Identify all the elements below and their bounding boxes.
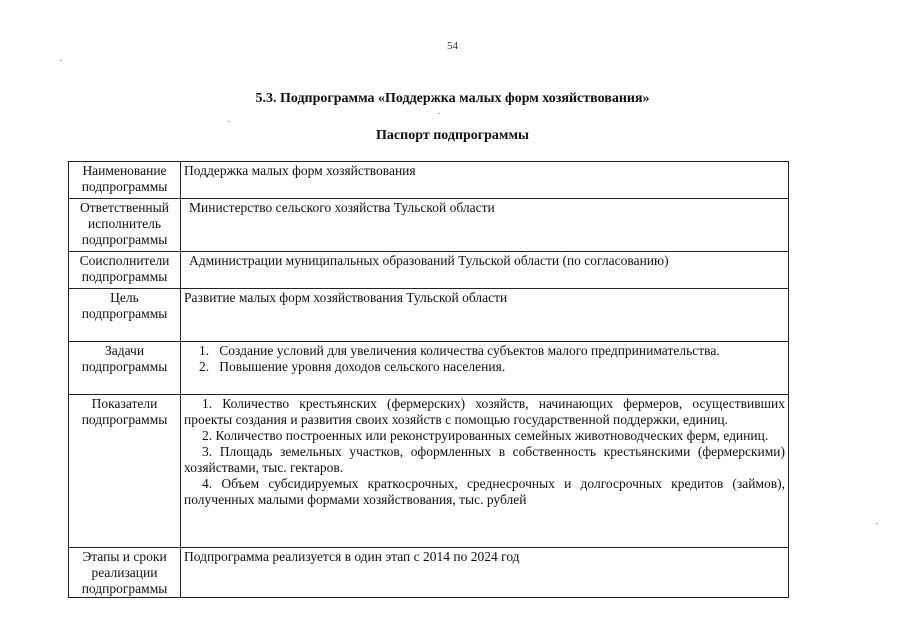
table-row-executor: [69, 199, 789, 252]
task-text: Повышение уровня доходов сельского населения.: [219, 359, 506, 374]
row-label-goal: Цель подпрограммы: [69, 289, 181, 342]
row-label-executor: Ответственный исполнитель подпрограммы: [69, 199, 181, 252]
section-title: 5.3. Подпрограмма «Поддержка малых форм хозяйствования»: [255, 91, 650, 106]
table-row-stages: [69, 548, 789, 598]
row-value-executor: Министерство сельского хозяйства Тульской области: [181, 199, 789, 252]
row-value-name: Поддержка малых форм хозяйствования: [181, 162, 789, 199]
table-row-coexecutors: [69, 252, 789, 289]
scan-speck: [60, 60, 62, 61]
page-number: 54: [447, 40, 458, 52]
row-value-stages: Подпрограмма реализуется в один этап с 2014 по 2024 год: [181, 548, 789, 598]
indicator-text: Количество построенных или реконструированных семейных животноводческих ферм, единиц.: [215, 428, 769, 443]
passport-table: [68, 161, 789, 598]
row-value-indicators: [181, 395, 789, 548]
table-row-goal: [69, 289, 789, 342]
table-row-indicators: [69, 395, 789, 548]
task-number: 1.: [199, 343, 210, 358]
tasks-list: [199, 343, 785, 375]
indicator-text: Объем субсидируемых краткосрочных, среднесрочных и долгосрочных кредитов (займов), полученных малыми формами хозяйствования, тыс. рублей: [184, 476, 785, 507]
indicator-item: [184, 476, 785, 508]
list-item: [199, 359, 785, 375]
indicator-text: Количество крестьянских (фермерских) хозяйств, начинающих фермеров, осуществивших проекты создания и развития своих хозяйств с помощью государственной поддержки, единиц.: [184, 396, 786, 427]
list-item: [199, 343, 785, 359]
table-row-tasks: [69, 342, 789, 395]
row-label-stages: Этапы и сроки реализации подпрограммы: [69, 548, 181, 598]
scan-speck: [438, 113, 440, 114]
scan-speck: [876, 523, 878, 524]
indicator-number: 2.: [202, 428, 213, 443]
row-label-name: Наименование подпрограммы: [69, 162, 181, 199]
indicator-number: 3.: [202, 444, 213, 459]
row-value-coexecutors: Администрации муниципальных образований Тульской области (по согласованию): [181, 252, 789, 289]
indicator-item: [184, 428, 785, 444]
row-value-tasks: [181, 342, 789, 395]
row-label-tasks: Задачи подпрограммы: [69, 342, 181, 395]
row-label-coexecutors: Соисполнители подпрограммы: [69, 252, 181, 289]
indicator-item: [184, 396, 785, 428]
task-number: 2.: [199, 359, 210, 374]
row-label-indicators: Показатели подпрограммы: [69, 395, 181, 548]
indicator-number: 4.: [202, 476, 213, 491]
task-text: Создание условий для увеличения количества субъектов малого предпринимательства.: [219, 343, 720, 358]
scan-speck: [228, 121, 230, 122]
passport-title: Паспорт подпрограммы: [376, 128, 529, 143]
indicator-number: 1.: [202, 396, 213, 411]
table-row-name: [69, 162, 789, 199]
row-value-goal: Развитие малых форм хозяйствования Тульской области: [181, 289, 789, 342]
indicator-item: [184, 444, 785, 476]
indicator-text: Площадь земельных участков, оформленных в собственность крестьянскими (фермерскими) хозяйствами, тыс. гектаров.: [184, 444, 786, 475]
